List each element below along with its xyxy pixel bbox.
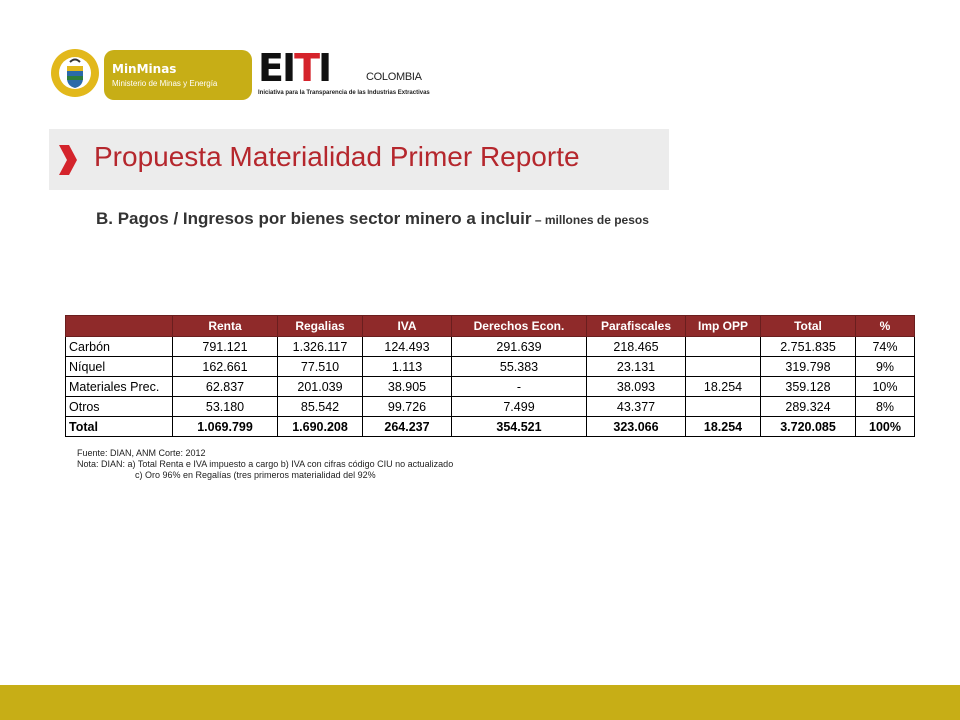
eiti-mark: EITI [258, 46, 331, 90]
header-cell: Regalias [278, 316, 363, 337]
table-cell: 18.254 [686, 377, 761, 397]
row-label: Materiales Prec. [66, 377, 173, 397]
eiti-tagline: Iniciativa para la Transparencia de las Industrias Extractivas [258, 90, 430, 96]
table-cell: 99.726 [363, 397, 452, 417]
row-label: Otros [66, 397, 173, 417]
table-cell [686, 357, 761, 377]
table-cell: 1.690.208 [278, 417, 363, 437]
footnote-note-c: c) Oro 96% en Regalías (tres primeros materialidad del 92% [135, 470, 376, 480]
header-cell: Total [761, 316, 856, 337]
header-cell: Renta [173, 316, 278, 337]
table-cell: 38.093 [587, 377, 686, 397]
table-cell: - [452, 377, 587, 397]
row-label: Total [66, 417, 173, 437]
table-cell: 323.066 [587, 417, 686, 437]
table-cell: 18.254 [686, 417, 761, 437]
table-header-row [66, 316, 915, 337]
table-cell: 124.493 [363, 337, 452, 357]
table-cell: 3.720.085 [761, 417, 856, 437]
header-cell: Imp OPP [686, 316, 761, 337]
subtitle-main: B. Pagos / Ingresos por bienes sector minero a incluir [96, 209, 532, 228]
table-row [66, 397, 915, 417]
table-cell: 264.237 [363, 417, 452, 437]
table-cell: 77.510 [278, 357, 363, 377]
table-cell: 62.837 [173, 377, 278, 397]
footnotes [77, 448, 453, 481]
table-cell: 162.661 [173, 357, 278, 377]
table-cell: 1.326.117 [278, 337, 363, 357]
table-cell: 8% [856, 397, 915, 417]
row-label: Carbón [66, 337, 173, 357]
eiti-country: COLOMBIA [366, 71, 422, 83]
subtitle-units: – millones de pesos [531, 213, 649, 227]
footnote-note: Nota: DIAN: a) Total Renta e IVA impuesto a cargo b) IVA con cifras código CIU no actualizado [77, 459, 454, 469]
minminas-subtitle: Ministerio de Minas y Energía [112, 79, 218, 88]
eiti-logo [258, 46, 430, 102]
table-cell: 38.905 [363, 377, 452, 397]
table-cell [686, 397, 761, 417]
header-cell: % [856, 316, 915, 337]
table-cell: 2.751.835 [761, 337, 856, 357]
table-cell: 201.039 [278, 377, 363, 397]
chevron-right-icon [57, 145, 77, 175]
table-cell: 43.377 [587, 397, 686, 417]
section-subtitle [96, 209, 649, 229]
table-cell: 53.180 [173, 397, 278, 417]
header-cell: Parafiscales [587, 316, 686, 337]
colombia-seal-logo [50, 48, 100, 98]
minminas-title: MinMinas [112, 62, 177, 76]
header-cell: IVA [363, 316, 452, 337]
payments-table [65, 315, 915, 437]
table-cell: 1.113 [363, 357, 452, 377]
table-cell: 23.131 [587, 357, 686, 377]
table-row [66, 357, 915, 377]
table-cell: 791.121 [173, 337, 278, 357]
table-cell: 100% [856, 417, 915, 437]
table-cell [686, 337, 761, 357]
header-cell [66, 316, 173, 337]
table-cell: 289.324 [761, 397, 856, 417]
footnote-source: Fuente: DIAN, ANM Corte: 2012 [77, 448, 206, 458]
table-cell: 74% [856, 337, 915, 357]
table-cell: 10% [856, 377, 915, 397]
minminas-logo [104, 50, 252, 100]
table-cell: 359.128 [761, 377, 856, 397]
row-label: Níquel [66, 357, 173, 377]
table-cell: 7.499 [452, 397, 587, 417]
table-cell: 319.798 [761, 357, 856, 377]
header-cell: Derechos Econ. [452, 316, 587, 337]
table-cell: 55.383 [452, 357, 587, 377]
footer-bar [0, 685, 960, 720]
table-cell: 218.465 [587, 337, 686, 357]
page-title: Propuesta Materialidad Primer Reporte [94, 141, 580, 172]
table-cell: 291.639 [452, 337, 587, 357]
title-band [49, 129, 669, 190]
table-cell: 354.521 [452, 417, 587, 437]
table-row [66, 377, 915, 397]
table-cell: 85.542 [278, 397, 363, 417]
table-cell: 1.069.799 [173, 417, 278, 437]
table-total-row [66, 417, 915, 437]
table-cell: 9% [856, 357, 915, 377]
table-row [66, 337, 915, 357]
